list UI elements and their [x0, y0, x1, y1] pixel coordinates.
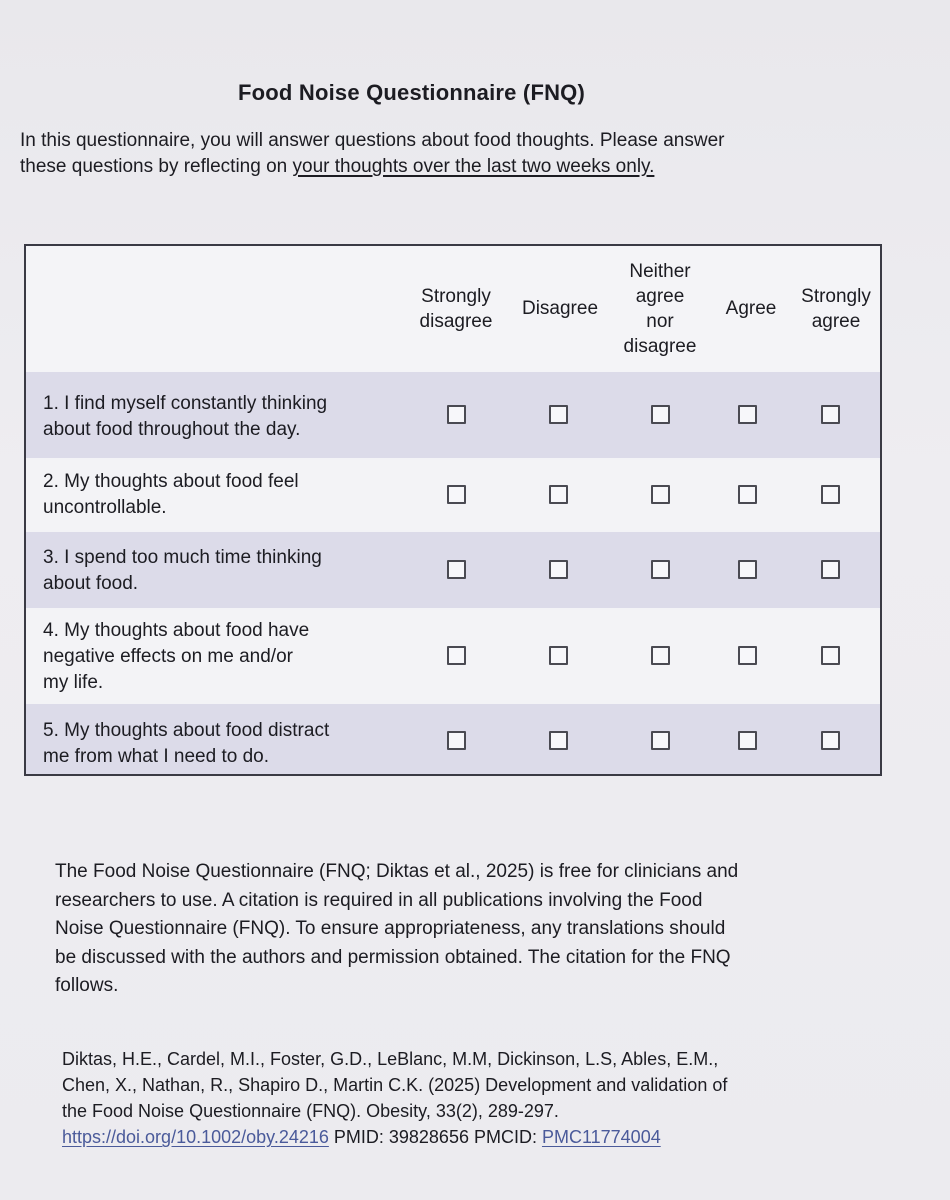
note-line: The Food Noise Questionnaire (FNQ; Diktas et al., 2025) is free for clinicians and — [55, 861, 739, 882]
pmid-text: PMID: 39828656 PMCID: — [328, 1127, 542, 1147]
question-text-4 — [43, 618, 393, 696]
checkbox-q1-agree[interactable] — [738, 405, 757, 424]
question-line: my life. — [43, 672, 104, 693]
question-line: about food throughout the day. — [43, 419, 301, 440]
checkbox-q5-strongly-disagree[interactable] — [447, 731, 466, 750]
question-row-1 — [26, 372, 880, 458]
checkbox-q1-strongly-agree[interactable] — [821, 405, 840, 424]
checkbox-q2-strongly-agree[interactable] — [821, 485, 840, 504]
column-header-line: Agree — [725, 298, 777, 319]
checkbox-q3-agree[interactable] — [738, 560, 757, 579]
checkbox-q4-disagree[interactable] — [549, 646, 568, 665]
column-header-strongly-disagree — [397, 284, 515, 334]
intro-text — [20, 128, 820, 180]
intro-line-1: In this questionnaire, you will answer questions about food thoughts. Please answer — [20, 130, 725, 151]
checkbox-q1-strongly-disagree[interactable] — [447, 405, 466, 424]
checkbox-q3-neither[interactable] — [651, 560, 670, 579]
checkbox-q1-disagree[interactable] — [549, 405, 568, 424]
question-row-4 — [26, 608, 880, 704]
question-text-5 — [43, 718, 393, 770]
question-line: 1. I find myself constantly thinking — [43, 393, 328, 414]
question-line: negative effects on me and/or — [43, 646, 293, 667]
question-line: 2. My thoughts about food feel — [43, 471, 299, 492]
checkbox-q1-neither[interactable] — [651, 405, 670, 424]
checkbox-q2-strongly-disagree[interactable] — [447, 485, 466, 504]
column-header-line: agree — [635, 286, 685, 307]
checkbox-q3-strongly-agree[interactable] — [821, 560, 840, 579]
question-line: uncontrollable. — [43, 497, 167, 518]
question-line: about food. — [43, 573, 139, 594]
question-text-2 — [43, 469, 393, 521]
checkbox-q2-disagree[interactable] — [549, 485, 568, 504]
checkbox-q2-neither[interactable] — [651, 485, 670, 504]
table-header — [26, 246, 880, 373]
citation-identifiers — [62, 1124, 862, 1150]
citation-line: the Food Noise Questionnaire (FNQ). Obesity, 33(2), 289-297. — [62, 1101, 559, 1121]
column-header-line: disagree — [419, 311, 493, 332]
column-header-line: nor — [646, 311, 674, 332]
column-header-line: Strongly — [801, 286, 871, 307]
checkbox-q5-agree[interactable] — [738, 731, 757, 750]
column-header-line: Strongly — [421, 286, 491, 307]
note-line: be discussed with the authors and permission obtained. The citation for the FNQ — [55, 946, 731, 968]
checkbox-q5-neither[interactable] — [651, 731, 670, 750]
citation-line: Chen, X., Nathan, R., Shapiro D., Martin C.K. (2025) Development and validation of — [62, 1075, 728, 1095]
column-header-line: disagree — [623, 336, 697, 357]
pmcid-link[interactable]: PMC11774004 — [541, 1127, 661, 1147]
column-header-line: Disagree — [521, 298, 599, 319]
checkbox-q4-neither[interactable] — [651, 646, 670, 665]
question-line: 4. My thoughts about food have — [43, 620, 310, 641]
question-row-3 — [26, 532, 880, 608]
usage-note — [55, 858, 835, 1001]
checkbox-q2-agree[interactable] — [738, 485, 757, 504]
citation-line: Diktas, H.E., Cardel, M.I., Foster, G.D., LeBlanc, M.M, Dickinson, L.S, Ables, E.M., — [62, 1049, 719, 1069]
checkbox-q4-strongly-disagree[interactable] — [447, 646, 466, 665]
checkbox-q3-strongly-disagree[interactable] — [447, 560, 466, 579]
column-header-line: Neither — [629, 261, 691, 282]
questionnaire-table — [24, 244, 882, 776]
question-row-5 — [26, 704, 880, 774]
checkbox-q5-strongly-agree[interactable] — [821, 731, 840, 750]
column-header-line: agree — [811, 311, 861, 332]
checkbox-q3-disagree[interactable] — [549, 560, 568, 579]
question-line: 5. My thoughts about food distract — [43, 720, 330, 741]
checkbox-q4-agree[interactable] — [738, 646, 757, 665]
citation — [62, 1046, 862, 1150]
checkbox-q5-disagree[interactable] — [549, 731, 568, 750]
intro-emphasis: your thoughts over the last two weeks only. — [292, 156, 655, 177]
intro-line-2-prefix: these questions by reflecting on — [20, 156, 293, 177]
question-line: me from what I need to do. — [43, 746, 270, 767]
note-line: follows. — [55, 975, 119, 996]
note-line: researchers to use. A citation is required in all publications involving the Food — [55, 889, 703, 911]
column-header-disagree — [504, 296, 616, 321]
question-text-3 — [43, 545, 393, 597]
question-line: 3. I spend too much time thinking — [43, 547, 322, 568]
intro-line-2 — [20, 154, 820, 180]
column-header-strongly-agree — [786, 284, 886, 334]
question-text-1 — [43, 391, 393, 443]
page-title: Food Noise Questionnaire (FNQ) — [238, 80, 586, 105]
question-row-2 — [26, 458, 880, 532]
doi-link[interactable]: https://doi.org/10.1002/oby.24216 — [62, 1127, 329, 1147]
note-line: Noise Questionnaire (FNQ). To ensure appropriateness, any translations should — [55, 918, 726, 939]
checkbox-q4-strongly-agree[interactable] — [821, 646, 840, 665]
